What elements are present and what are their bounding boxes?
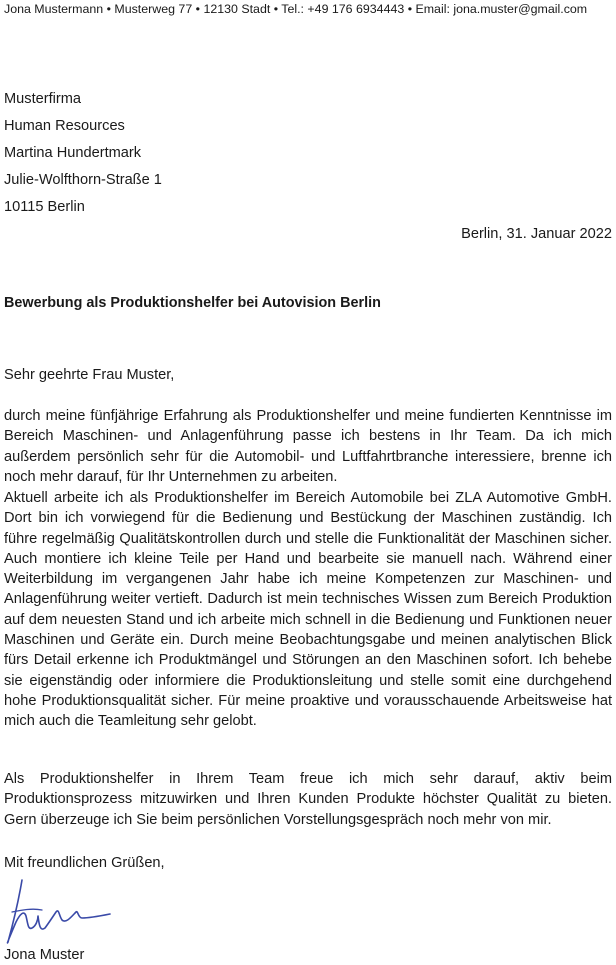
closing-phrase: Mit freundlichen Grüßen, <box>4 855 165 871</box>
recipient-department: Human Resources <box>4 118 125 134</box>
recipient-company: Musterfirma <box>4 91 82 107</box>
body-paragraph-3: Als Produktionshelfer in Ihrem Team freue ich mich sehr darauf, aktiv beim Produktionsprozess mitzuwirken und Ihren Kunden Produkte höchster Qualität zu bieten. Gern überzeuge ich Sie beim persönlichen Vorstellungsgespräch noch mehr von mir. <box>4 771 612 828</box>
signature-icon <box>2 872 114 948</box>
recipient-city: 10115 Berlin <box>4 199 85 215</box>
recipient-person: Martina Hundertmark <box>4 145 142 161</box>
letter-date: Berlin, 31. Januar 2022 <box>461 226 612 242</box>
body-paragraph-2: Aktuell arbeite ich als Produktionshelfer im Bereich Automobile bei ZLA Automotive GmbH. Dort bin ich vorwiegend für die Bedienung und Bestückung der Maschinen zuständig. Ich führe regelmäßig Qualitätskontrollen durch und stelle die Funktionalität der Maschinen sicher. Auch montiere ich kleine Teile per Hand und bearbeite sie manuell nach. Während einer Weiterbildung im vergangenen Jahr habe ich meine Kompetenzen zur Maschinen- und Anlagenführung weiter vertieft. Dadurch ist mein technisches Wissen zum Bereich Produktion auf dem neuesten Stand und ich arbeite mich schnell in die Bedienung und Funktionen neuer Maschinen und Geräte ein. Durch meine Beobachtungsgabe und meinen analytischen Blick fürs Detail erkenne ich Produktmängel und Störungen an den Maschinen sofort. Ich behebe sie eigenständig oder informiere die Produktionsleitung und stelle somit eine durchgehend hohe Produktionsqualität sicher. Für meine proaktive und vorausschauende Arbeitsweise hat mich auch die Teamleitung sehr gelobt. <box>4 490 612 730</box>
sender-contact-line: Jona Mustermann • Musterweg 77 • 12130 Stadt • Tel.: +49 176 6934443 • Email: jona.muster@gmail.com <box>4 2 588 16</box>
signer-name: Jona Muster <box>4 947 85 963</box>
recipient-street: Julie-Wolfthorn-Straße 1 <box>4 172 162 188</box>
body-paragraph-1: durch meine fünfjährige Erfahrung als Produktionshelfer und meine fundierten Kenntnisse im Bereich Maschinen- und Anlagenführung passe ich bestens in Ihr Team. Da ich mich außerdem persönlich sehr für die Automobil- und Luftfahrtbranche interessiere, brenne ich noch mehr darauf, für Ihr Unternehmen zu arbeiten. <box>4 408 612 485</box>
letter-subject: Bewerbung als Produktionshelfer bei Autovision Berlin <box>4 295 381 311</box>
salutation: Sehr geehrte Frau Muster, <box>4 367 175 383</box>
